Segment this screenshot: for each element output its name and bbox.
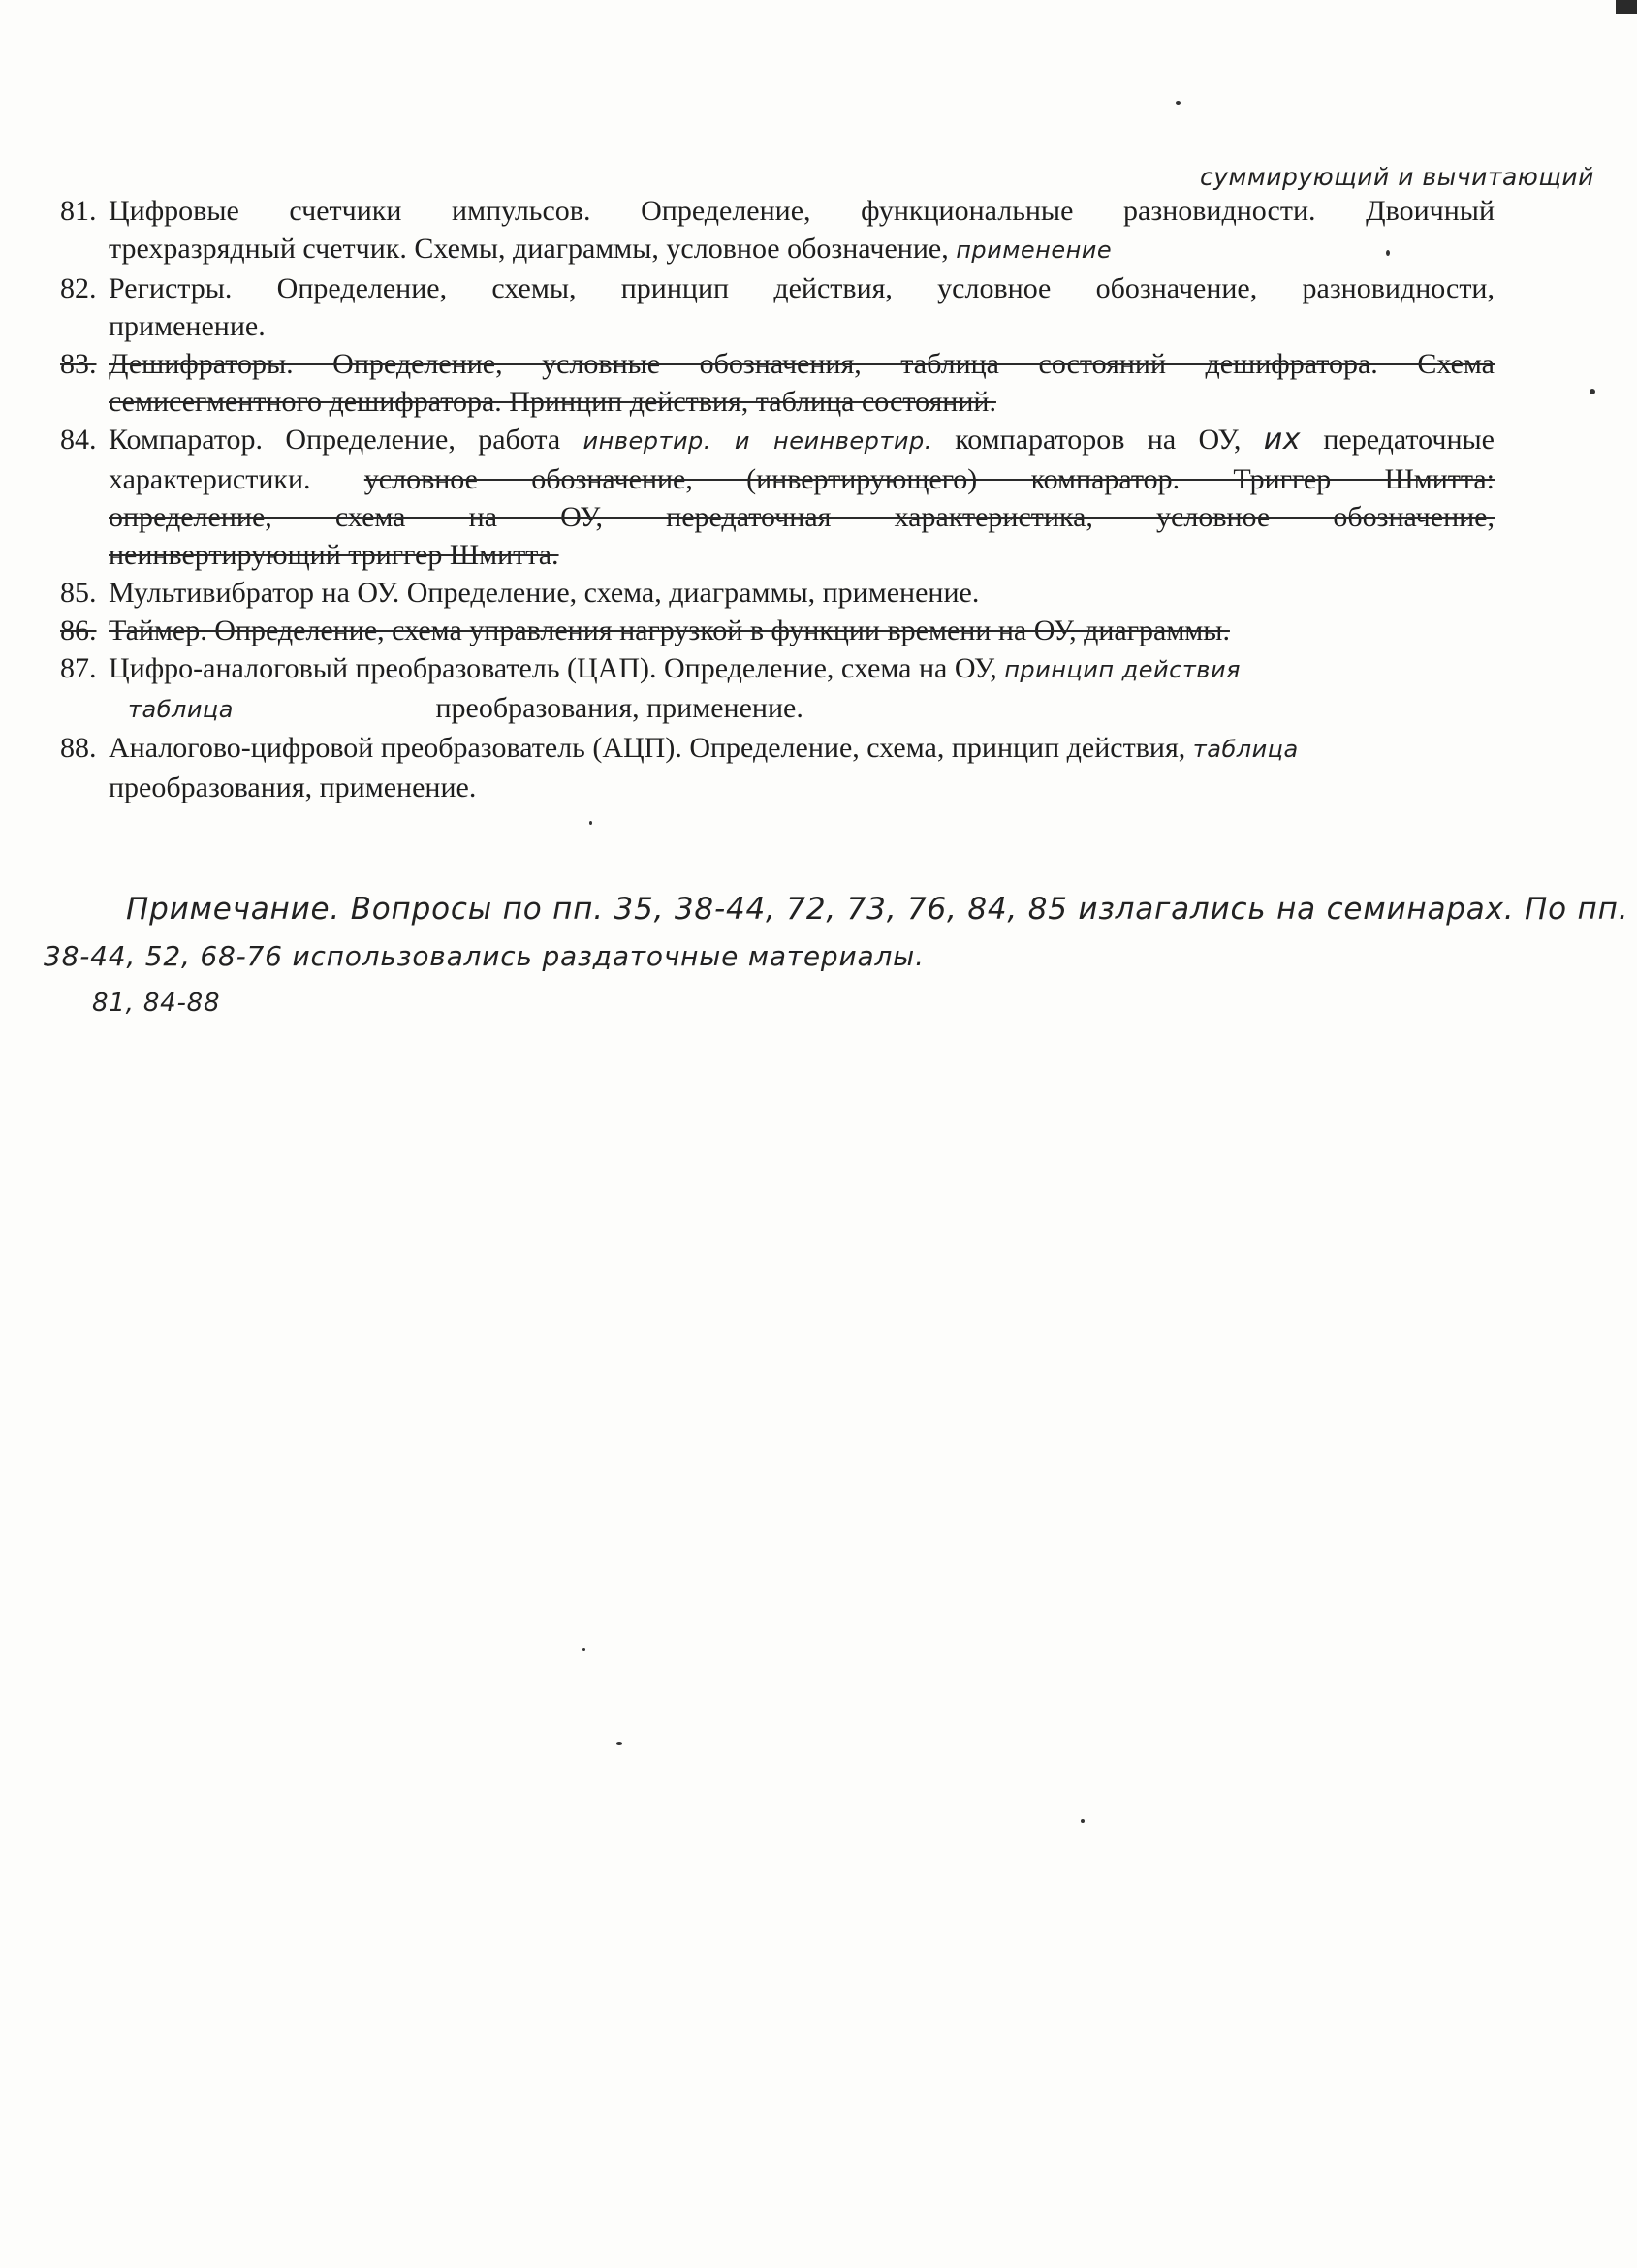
item-number: 84. — [60, 424, 97, 456]
item-text-struck: условное обозначение, (инвертирующего) компаратор. Триггер Шмитта: — [363, 463, 1495, 495]
item-text: передаточные — [1323, 424, 1495, 456]
item-text-line: Регистры. Определение, схемы, принцип действия, условное обозначение, разновидности, — [109, 272, 1495, 304]
item-number: 83. — [60, 348, 97, 380]
item-text-line-struck: неинвертирующий триггер Шмитта. — [109, 539, 559, 571]
item-text: компараторов на ОУ, — [955, 424, 1242, 456]
item-text-line-struck: Дешифраторы. Определение, условные обозначения, таблица состояний дешифратора. Схема — [109, 348, 1495, 380]
item-text: Аналогово-цифровой преобразователь (АЦП). Определение, схема, принцип действия, — [109, 732, 1186, 764]
item-text: преобразования, применение. — [435, 692, 803, 724]
scan-speck — [589, 821, 592, 825]
scan-speck — [1590, 389, 1595, 394]
item-number: 81. — [60, 195, 97, 227]
handwritten-insert: таблица — [1192, 736, 1299, 763]
handwritten-insert: применение — [956, 236, 1113, 264]
scan-speck — [616, 1742, 622, 1745]
item-text-line-struck: Таймер. Определение, схема управления нагрузкой в функции времени на ОУ, диаграммы. — [109, 614, 1230, 646]
list-item-88 — [60, 729, 1495, 806]
item-number: 82. — [60, 272, 97, 304]
item-number: 88. — [60, 732, 97, 764]
note-line-3: 81, 84-88 — [92, 989, 221, 1018]
item-text: характеристики. — [109, 463, 311, 495]
item-text: Компаратор. Определение, работа — [109, 424, 561, 456]
item-text-line: применение. — [109, 310, 266, 342]
list-item-82 — [60, 269, 1495, 345]
item-text-line: Цифровые счетчики импульсов. Определение, функциональные разновидности. Двоичный — [109, 195, 1495, 227]
item-text-line-struck: семисегментного дешифратора. Принцип действия, таблица состояний. — [109, 386, 996, 418]
item-number: 85. — [60, 577, 97, 609]
scan-speck — [1176, 101, 1181, 105]
scan-edge-mark — [1616, 0, 1637, 14]
item-text: Цифро-аналоговый преобразователь (ЦАП). Определение, схема на ОУ, — [109, 652, 997, 684]
item-text-line: преобразования, применение. — [109, 772, 477, 803]
list-item-83 — [60, 345, 1495, 421]
question-list — [60, 192, 1495, 806]
handwritten-insert: принцип действия — [1004, 656, 1241, 683]
list-item-86 — [60, 612, 1495, 649]
list-item-81 — [60, 192, 1495, 269]
scan-speck — [1081, 1819, 1085, 1823]
handwritten-insert: их — [1263, 423, 1301, 457]
list-item-85 — [60, 574, 1495, 612]
handwritten-annotation-top: суммирующий и вычитающий — [1200, 163, 1594, 191]
scan-speck — [582, 1648, 585, 1651]
note-line-2: 38-44, 52, 68-76 использовались раздаточные материалы. — [44, 940, 925, 972]
item-number: 86. — [60, 614, 97, 646]
list-item-84 — [60, 421, 1495, 574]
list-item-87 — [60, 649, 1495, 729]
handwritten-insert: таблица — [128, 696, 234, 723]
note-line-1: Примечание. Вопросы по пп. 35, 38-44, 72, 73, 76, 84, 85 излагались на семинарах. По пп. — [126, 892, 1629, 927]
handwritten-insert: инвертир. и неинвертир. — [582, 427, 932, 455]
item-text-line: Мультивибратор на ОУ. Определение, схема, диаграммы, применение. — [109, 577, 980, 609]
item-number: 87. — [60, 652, 97, 684]
item-text-line: трехразрядный счетчик. Схемы, диаграммы, условное обозначение, — [109, 233, 949, 265]
item-text-line-struck: определение, схема на ОУ, передаточная характеристика, условное обозначение, — [109, 501, 1495, 533]
